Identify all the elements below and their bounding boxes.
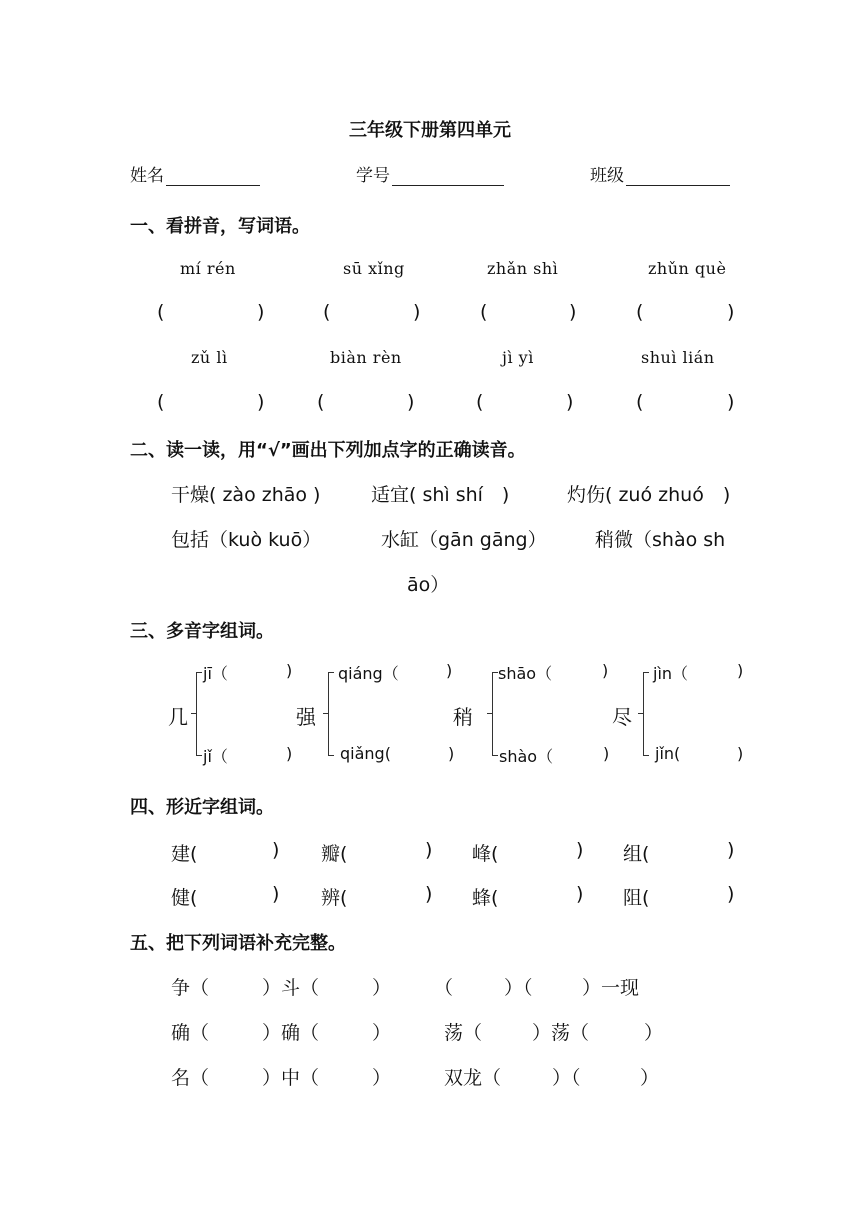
id-label: 学号 xyxy=(356,166,390,186)
answer-paren-right: ) xyxy=(569,301,577,323)
brace xyxy=(328,672,334,756)
polyphone-char: 强 xyxy=(296,705,316,729)
brace-tick xyxy=(323,713,329,714)
class-label: 班级 xyxy=(590,166,624,186)
name-blank[interactable] xyxy=(166,167,260,186)
answer-paren-right: ) xyxy=(576,883,584,905)
polyphone-char: 几 xyxy=(168,705,188,729)
answer-paren-right: ) xyxy=(286,661,293,680)
similar-char-item: 阻( xyxy=(623,887,650,909)
brace xyxy=(643,672,649,756)
reading-item[interactable]: 包括（kuò kuō） xyxy=(171,529,322,551)
idiom-part: （ xyxy=(434,977,454,999)
class-blank[interactable] xyxy=(626,167,730,186)
polyphone-pinyin: shāo（ xyxy=(498,664,553,683)
answer-paren-right: ) xyxy=(425,883,433,905)
answer-paren-right: ) xyxy=(727,391,735,413)
similar-char-item: 组( xyxy=(623,843,650,865)
answer-paren-right: ) xyxy=(286,744,293,763)
polyphone-pinyin: qiǎng( xyxy=(340,744,391,763)
answer-paren-left: ( xyxy=(636,391,644,413)
pinyin: mí rén xyxy=(180,259,236,278)
name-label: 姓名 xyxy=(130,166,164,186)
idiom-part: 争（ xyxy=(171,977,210,999)
idiom-part: ） xyxy=(372,977,392,999)
pinyin: sū xǐng xyxy=(343,259,405,278)
answer-paren-right: ) xyxy=(272,883,280,905)
answer-paren-right: ) xyxy=(425,839,433,861)
idiom-part: ）一现 xyxy=(582,977,640,999)
idiom-part: 名（ xyxy=(171,1067,210,1089)
answer-paren-right: ) xyxy=(413,301,421,323)
reading-item[interactable]: 灼伤( zuó zhuó ) xyxy=(567,484,731,506)
answer-paren-right: ) xyxy=(737,661,744,680)
answer-paren-right: ) xyxy=(446,661,453,680)
answer-paren-left: ( xyxy=(476,391,484,413)
idiom-part: 确（ xyxy=(171,1022,210,1044)
answer-paren-right: ) xyxy=(272,839,280,861)
brace xyxy=(492,672,498,756)
reading-item[interactable]: 适宜( shì shí ) xyxy=(371,484,510,506)
answer-paren-right: ) xyxy=(727,301,735,323)
reading-item-wrap: āo） xyxy=(407,574,450,596)
id-blank[interactable] xyxy=(392,167,504,186)
section-4-title: 四、形近字组词。 xyxy=(130,797,274,818)
answer-paren-right: ) xyxy=(602,661,609,680)
reading-item[interactable]: 干燥( zào zhāo ) xyxy=(171,484,321,506)
brace-tick xyxy=(191,713,197,714)
answer-paren-right: ) xyxy=(448,744,455,763)
answer-paren-right: ) xyxy=(727,839,735,861)
pinyin: zhǔn què xyxy=(648,259,727,278)
reading-item[interactable]: 水缸（gān gāng） xyxy=(381,529,547,551)
pinyin: zhǎn shì xyxy=(487,259,559,278)
answer-paren-right: ) xyxy=(566,391,574,413)
page-title: 三年级下册第四单元 xyxy=(349,120,511,141)
similar-char-item: 瓣( xyxy=(321,843,348,865)
answer-paren-left: ( xyxy=(480,301,488,323)
answer-paren-right: ) xyxy=(257,301,265,323)
pinyin: jì yì xyxy=(502,348,534,367)
polyphone-char: 稍 xyxy=(453,705,473,729)
brace xyxy=(196,672,202,756)
section-2-title: 二、读一读，用“√”画出下列加点字的正确读音。 xyxy=(130,440,526,461)
idiom-part: 双龙（ xyxy=(444,1067,502,1089)
brace-tick xyxy=(487,713,493,714)
answer-paren-left: ( xyxy=(323,301,331,323)
answer-paren-left: ( xyxy=(636,301,644,323)
polyphone-char: 尽 xyxy=(612,705,632,729)
answer-paren-right: ) xyxy=(407,391,415,413)
pinyin: biàn rèn xyxy=(330,348,402,367)
section-5-title: 五、把下列词语补充完整。 xyxy=(130,933,346,954)
section-1-title: 一、看拼音，写词语。 xyxy=(130,216,310,237)
idiom-part: ）斗（ xyxy=(262,977,320,999)
idiom-part: ） xyxy=(372,1022,392,1044)
polyphone-pinyin: jǐ（ xyxy=(203,747,228,766)
idiom-part: ） xyxy=(644,1022,664,1044)
pinyin: shuì lián xyxy=(641,348,715,367)
idiom-part: 荡（ xyxy=(444,1022,483,1044)
answer-paren-right: ) xyxy=(727,883,735,905)
answer-paren-left: ( xyxy=(317,391,325,413)
similar-char-item: 建( xyxy=(171,843,198,865)
id-field[interactable] xyxy=(356,161,504,186)
brace-tick xyxy=(638,713,644,714)
polyphone-pinyin: jǐn( xyxy=(655,744,681,763)
reading-item[interactable]: 稍微（shào sh xyxy=(595,529,726,551)
answer-paren-right: ) xyxy=(576,839,584,861)
idiom-part: ）（ xyxy=(504,977,533,999)
idiom-part: ）荡（ xyxy=(532,1022,590,1044)
similar-char-item: 峰( xyxy=(472,843,499,865)
similar-char-item: 蜂( xyxy=(472,887,499,909)
polyphone-pinyin: jìn（ xyxy=(653,664,689,683)
polyphone-pinyin: shào（ xyxy=(499,747,554,766)
idiom-part: ） xyxy=(640,1067,660,1089)
idiom-part: ）（ xyxy=(552,1067,581,1089)
idiom-part: ） xyxy=(372,1067,392,1089)
name-field[interactable] xyxy=(130,161,260,186)
answer-paren-left: ( xyxy=(157,391,165,413)
similar-char-item: 健( xyxy=(171,887,198,909)
answer-paren-right: ) xyxy=(603,744,610,763)
section-3-title: 三、多音字组词。 xyxy=(130,621,274,642)
answer-paren-left: ( xyxy=(157,301,165,323)
answer-paren-right: ) xyxy=(257,391,265,413)
pinyin: zǔ lì xyxy=(191,348,228,367)
idiom-part: ）确（ xyxy=(262,1022,320,1044)
similar-char-item: 辨( xyxy=(321,887,348,909)
polyphone-pinyin: qiáng（ xyxy=(338,664,399,683)
answer-paren-right: ) xyxy=(737,744,744,763)
polyphone-pinyin: jī（ xyxy=(203,664,228,683)
class-field[interactable] xyxy=(590,161,730,186)
idiom-part: ）中（ xyxy=(262,1067,320,1089)
